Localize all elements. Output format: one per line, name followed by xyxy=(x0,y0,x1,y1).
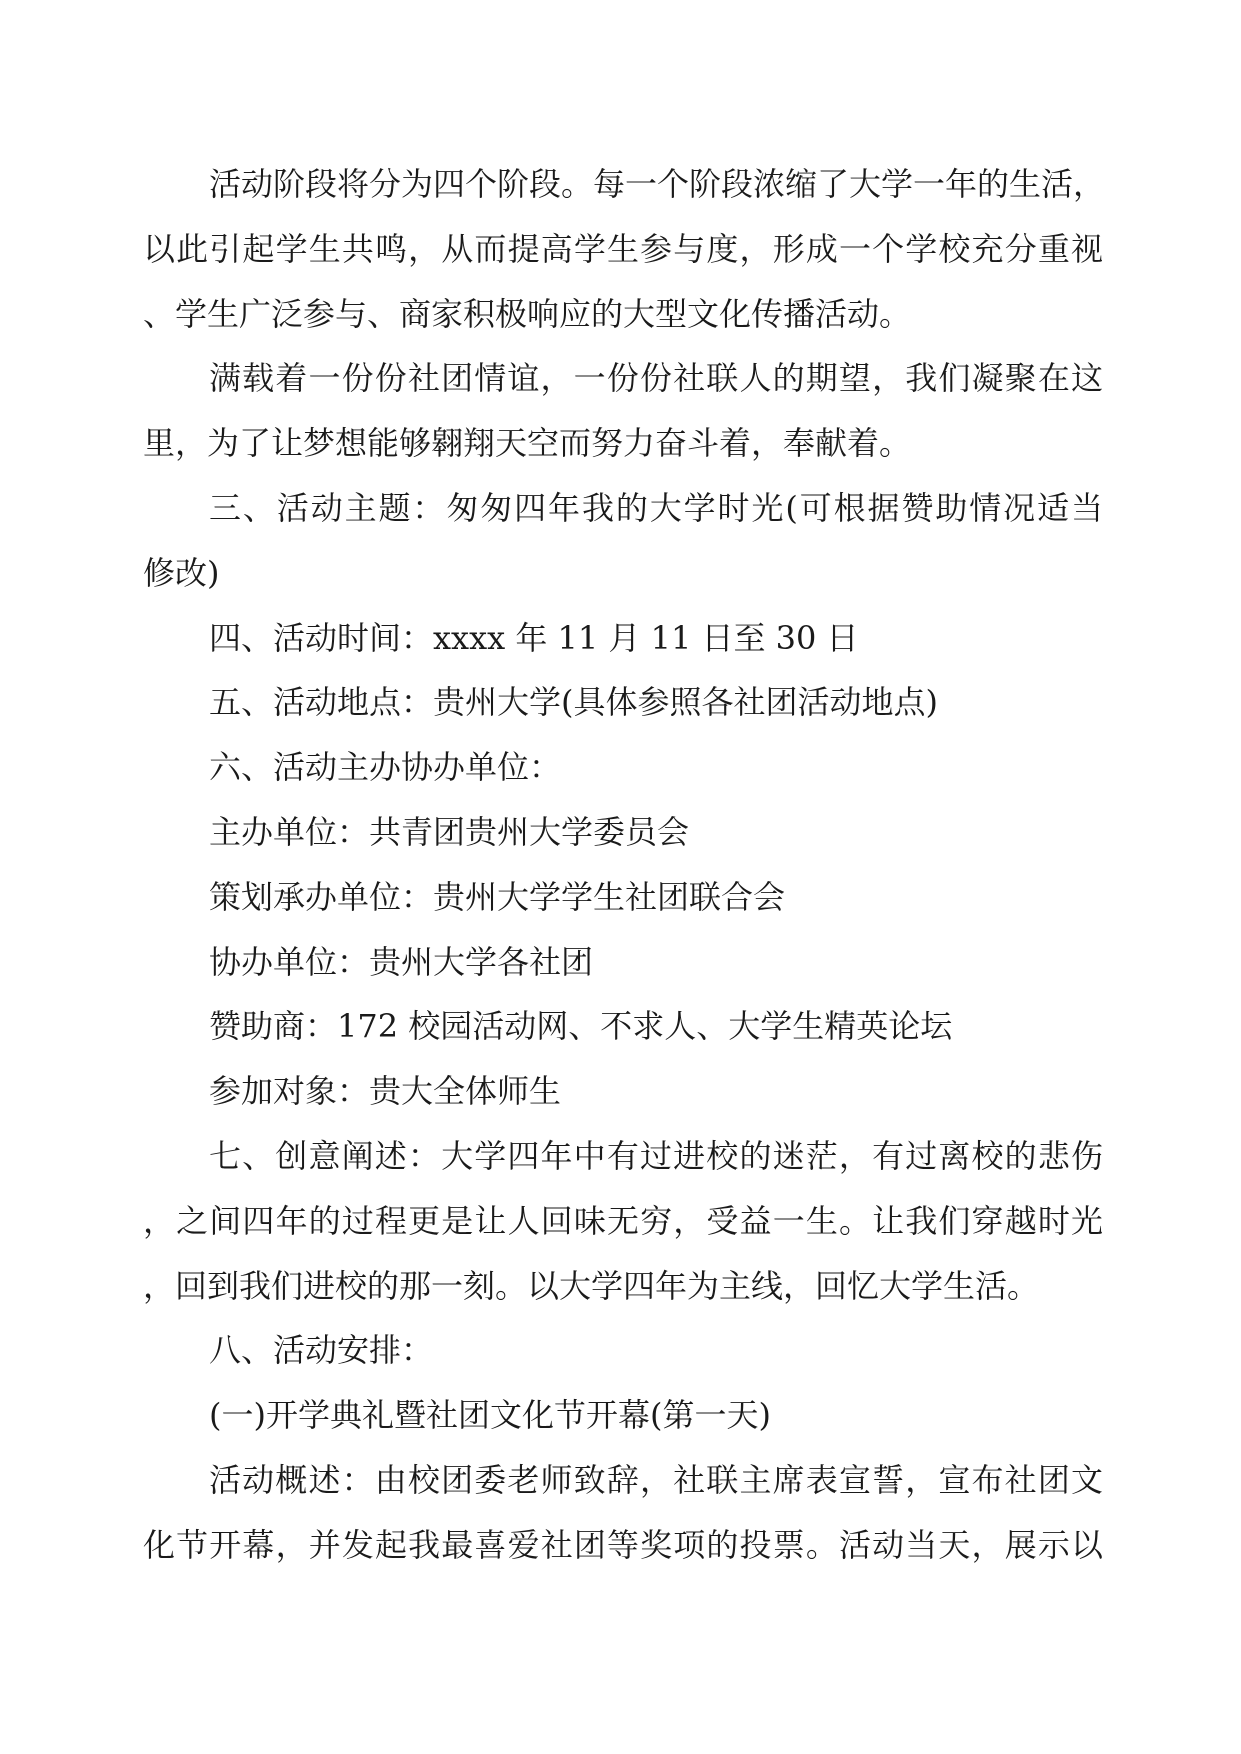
text-line: 活动概述：由校团委老师致辞，社联主席表宣誓，宣布社团文 xyxy=(209,1460,1103,1499)
paragraph-host-unit: 主办单位：共青团贵州大学委员会 xyxy=(209,812,690,851)
text-line: 三、活动主题：匆匆四年我的大学时光(可根据赞助情况适当 xyxy=(209,488,1103,527)
text-line: 、学生广泛参与、商家积极响应的大型文化传播活动。 xyxy=(143,294,912,333)
paragraph-planning-unit: 策划承办单位：贵州大学学生社团联合会 xyxy=(209,877,786,916)
text-line: 活动阶段将分为四个阶段。每一个阶段浓缩了大学一年的生活， xyxy=(209,165,1106,203)
paragraph-organizers-heading: 六、活动主办协办单位： xyxy=(209,748,562,787)
document-body xyxy=(143,152,1106,1578)
paragraph-activity-theme xyxy=(143,476,1103,606)
paragraph-activity-overview xyxy=(143,1448,1103,1578)
text-line: ，回到我们进校的那一刻。以大学四年为主线，回忆大学生活。 xyxy=(143,1266,1040,1305)
text-line: 修改) xyxy=(143,553,220,592)
paragraph-creative-statement xyxy=(143,1124,1103,1318)
paragraph-club-friendship xyxy=(143,346,1103,476)
text-line: 以此引起学生共鸣，从而提高学生参与度，形成一个学校充分重视 xyxy=(143,229,1103,268)
text-line: 化节开幕，并发起我最喜爱社团等奖项的投票。活动当天，展示以 xyxy=(143,1525,1103,1564)
paragraph-activity-stages xyxy=(143,152,1106,346)
text-line: 里，为了让梦想能够翱翔天空而努力奋斗着，奉献着。 xyxy=(143,424,912,463)
paragraph-participants: 参加对象：贵大全体师生 xyxy=(209,1072,562,1111)
paragraph-activity-location: 五、活动地点：贵州大学(具体参照各社团活动地点) xyxy=(209,683,938,722)
paragraph-sponsors: 赞助商：172 校园活动网、不求人、大学生精英论坛 xyxy=(209,1007,953,1046)
text-line: 满载着一份份社团情谊，一份份社联人的期望，我们凝聚在这 xyxy=(209,359,1103,398)
text-line: 七、创意阐述：大学四年中有过进校的迷茫，有过离校的悲伤 xyxy=(209,1136,1103,1175)
text-line: ，之间四年的过程更是让人回味无穷，受益一生。让我们穿越时光 xyxy=(143,1201,1103,1240)
paragraph-co-organizer: 协办单位：贵州大学各社团 xyxy=(209,942,594,981)
paragraph-schedule-heading: 八、活动安排： xyxy=(209,1331,434,1370)
paragraph-opening-ceremony: (一)开学典礼暨社团文化节开幕(第一天) xyxy=(209,1396,771,1435)
paragraph-activity-time: 四、活动时间：xxxx 年 11 月 11 日至 30 日 xyxy=(209,618,859,657)
